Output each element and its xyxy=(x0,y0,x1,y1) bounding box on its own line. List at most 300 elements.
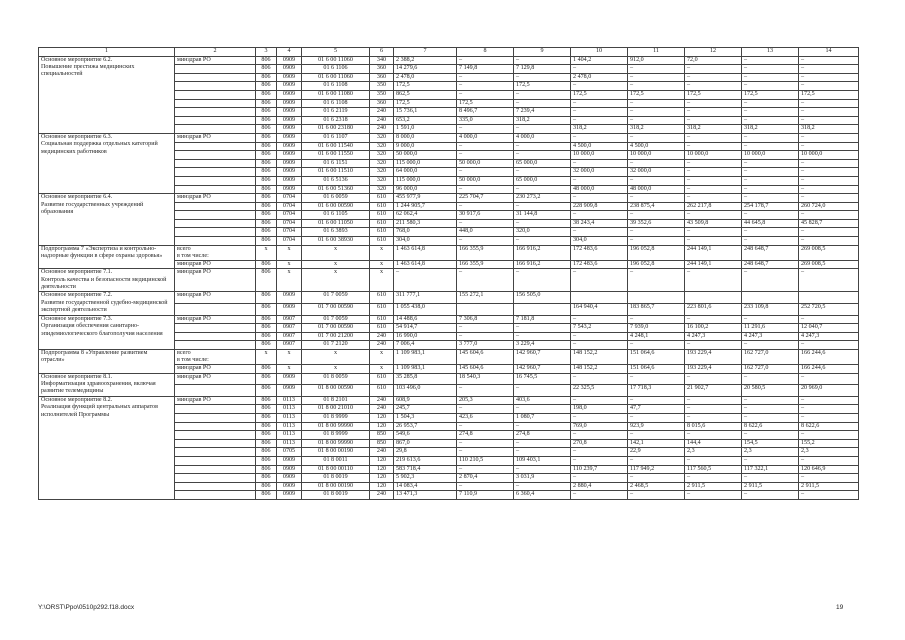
table-cell: 151 064,6 xyxy=(628,350,685,365)
page-number: 19 xyxy=(836,604,844,611)
table-cell: 01 7 00 00590 xyxy=(302,324,370,333)
table-cell: 304,0 xyxy=(394,237,457,246)
table-cell: 14 083,4 xyxy=(394,482,457,491)
table-cell: 335,0 xyxy=(457,116,514,125)
table-cell: 3 777,0 xyxy=(457,341,514,350)
table-cell: 01 8 00 00590 xyxy=(302,385,370,397)
executor-cell: минздрав РО xyxy=(175,396,256,405)
table-cell: 7 306,8 xyxy=(457,315,514,324)
table-cell: 806 xyxy=(256,448,277,457)
table-cell: – xyxy=(628,457,685,466)
table-cell: 01 6 2318 xyxy=(302,116,370,125)
table-cell: – xyxy=(571,332,628,341)
table-cell: – xyxy=(685,491,742,500)
table-cell: x xyxy=(277,350,302,365)
table-cell: 240 xyxy=(370,396,394,405)
table-cell: – xyxy=(514,168,571,177)
table-cell: – xyxy=(685,185,742,194)
column-number-2: 2 xyxy=(175,48,256,57)
table-cell: 211 580,3 xyxy=(394,219,457,228)
table-cell: – xyxy=(799,56,859,65)
table-cell: – xyxy=(799,396,859,405)
table-cell: – xyxy=(685,315,742,324)
table-cell: 26 953,7 xyxy=(394,422,457,431)
table-cell: – xyxy=(799,168,859,177)
table-cell: 120 646,9 xyxy=(799,465,859,474)
table-cell: 01 6 1105 xyxy=(302,211,370,220)
executor-cell xyxy=(175,482,256,491)
executor-cell: минздрав РО xyxy=(175,315,256,324)
table-cell: 0909 xyxy=(277,159,302,168)
table-cell: 38 243,4 xyxy=(571,219,628,228)
table-cell: 318,2 xyxy=(799,125,859,134)
table-cell: 13 471,3 xyxy=(394,491,457,500)
table-cell: – xyxy=(571,194,628,203)
table-cell: 11 291,6 xyxy=(742,324,799,333)
table-cell: – xyxy=(571,211,628,220)
table-cell xyxy=(628,292,685,304)
executor-cell: минздрав РО xyxy=(175,365,256,374)
table-cell: 850 xyxy=(370,439,394,448)
table-cell: 7 110,9 xyxy=(457,491,514,500)
table-cell: 610 xyxy=(370,228,394,237)
table-cell: 0909 xyxy=(277,385,302,397)
table-cell: 01 7 0059 xyxy=(302,292,370,304)
table-cell: 0113 xyxy=(277,431,302,440)
table-cell: 2,3 xyxy=(685,448,742,457)
table-cell: – xyxy=(799,269,859,292)
table-cell: 0909 xyxy=(277,82,302,91)
executor-cell xyxy=(175,168,256,177)
table-cell: 1 591,0 xyxy=(394,125,457,134)
table-cell: x xyxy=(277,365,302,374)
table-cell: 01 6 00 11540 xyxy=(302,142,370,151)
table-cell: – xyxy=(628,65,685,74)
table-cell: 320 xyxy=(370,133,394,142)
table-cell: 155 272,1 xyxy=(457,292,514,304)
table-cell: 0909 xyxy=(277,133,302,142)
executor-cell: минздрав РО xyxy=(175,133,256,142)
executor-cell xyxy=(175,90,256,99)
table-cell: 14 488,6 xyxy=(394,315,457,324)
table-cell: 2,3 xyxy=(799,448,859,457)
table-cell: 110 210,5 xyxy=(457,457,514,466)
table-cell: 01 8 9999 xyxy=(302,414,370,423)
table-cell: – xyxy=(457,439,514,448)
table-cell: 48 000,0 xyxy=(571,185,628,194)
table-cell: 806 xyxy=(256,457,277,466)
table-cell: 120 xyxy=(370,465,394,474)
table-cell: – xyxy=(457,482,514,491)
table-cell: 245,7 xyxy=(394,405,457,414)
executor-cell xyxy=(175,324,256,333)
table-cell: 144,4 xyxy=(685,439,742,448)
table-cell: 145 604,6 xyxy=(457,365,514,374)
table-cell: 320 xyxy=(370,185,394,194)
table-cell: 166 244,6 xyxy=(799,365,859,374)
table-cell: 154,5 xyxy=(742,439,799,448)
table-cell: 0909 xyxy=(277,125,302,134)
table-cell: 0909 xyxy=(277,151,302,160)
table-cell: 172 483,6 xyxy=(571,245,628,260)
table-cell: 240 xyxy=(370,448,394,457)
executor-cell xyxy=(175,237,256,246)
table-cell: 43 509,8 xyxy=(685,219,742,228)
table-cell: 1 055 438,0 xyxy=(394,304,457,316)
table-cell: 7 006,4 xyxy=(394,341,457,350)
table-cell: 0909 xyxy=(277,304,302,316)
table-cell: 4 247,3 xyxy=(742,332,799,341)
table-cell: 10 000,0 xyxy=(571,151,628,160)
table-cell: – xyxy=(514,237,571,246)
table-cell: 3 229,4 xyxy=(514,341,571,350)
table-cell: 304,0 xyxy=(571,237,628,246)
column-number-9: 9 xyxy=(514,48,571,57)
table-cell: – xyxy=(514,90,571,99)
table-cell: 4 000,0 xyxy=(457,133,514,142)
table-cell: 0909 xyxy=(277,116,302,125)
table-cell: 148 152,2 xyxy=(571,365,628,374)
table-cell: 172,5 xyxy=(628,90,685,99)
table-cell: 16 100,2 xyxy=(685,324,742,333)
table-cell: 48 000,0 xyxy=(628,185,685,194)
table-cell: – xyxy=(685,237,742,246)
table-cell: – xyxy=(571,457,628,466)
table-cell: – xyxy=(742,142,799,151)
table-cell: – xyxy=(514,269,571,292)
program-name: Основное мероприятие 8.1. Информатизация здравоохранения, включая развитие телемедицины xyxy=(39,373,175,396)
table-cell: – xyxy=(514,405,571,414)
table-cell: 01 6 2119 xyxy=(302,108,370,117)
table-cell: 16 745,5 xyxy=(514,373,571,385)
table-cell: – xyxy=(628,414,685,423)
table-cell: 0909 xyxy=(277,465,302,474)
column-number-8: 8 xyxy=(457,48,514,57)
table-cell: 32 000,0 xyxy=(571,168,628,177)
table-cell: – xyxy=(628,99,685,108)
table-cell: 109 403,1 xyxy=(514,457,571,466)
table-cell: – xyxy=(742,431,799,440)
table-cell: – xyxy=(571,159,628,168)
table-cell xyxy=(514,304,571,316)
executor-cell: минздрав РО xyxy=(175,373,256,385)
table-cell: – xyxy=(742,396,799,405)
table-cell: – xyxy=(685,474,742,483)
table-cell: – xyxy=(571,108,628,117)
table-cell: x xyxy=(370,260,394,269)
table-cell: 806 xyxy=(256,304,277,316)
table-cell: 198,0 xyxy=(571,405,628,414)
table-cell: 10 000,0 xyxy=(742,151,799,160)
table-cell: – xyxy=(457,405,514,414)
table-cell: 01 8 0019 xyxy=(302,474,370,483)
executor-cell xyxy=(175,108,256,117)
table-cell: 14 279,6 xyxy=(394,65,457,74)
table-cell: 806 xyxy=(256,341,277,350)
header-row xyxy=(39,48,859,57)
table-cell: 0909 xyxy=(277,491,302,500)
table-cell: 196 052,8 xyxy=(628,260,685,269)
table-cell: 18 540,3 xyxy=(457,373,514,385)
table-cell: 166 355,9 xyxy=(457,260,514,269)
table-cell: 274,8 xyxy=(514,431,571,440)
table-cell: – xyxy=(685,341,742,350)
table-cell: 117 560,5 xyxy=(685,465,742,474)
table-cell: – xyxy=(571,448,628,457)
table-cell: 423,6 xyxy=(457,414,514,423)
table-cell: 9 000,0 xyxy=(394,142,457,151)
table-cell: 448,0 xyxy=(457,228,514,237)
table-cell: 653,2 xyxy=(394,116,457,125)
executor-cell: всего в том числе: xyxy=(175,350,256,365)
table-cell: 17 718,3 xyxy=(628,385,685,397)
table-cell: 64 000,0 xyxy=(394,168,457,177)
table-cell: 117 949,2 xyxy=(628,465,685,474)
table-cell: 01 8 00 99990 xyxy=(302,439,370,448)
executor-cell xyxy=(175,448,256,457)
table-cell: 1 080,7 xyxy=(514,414,571,423)
table-cell: 240 xyxy=(370,125,394,134)
table-cell: 806 xyxy=(256,82,277,91)
table-cell: 318,2 xyxy=(628,125,685,134)
table-cell: – xyxy=(685,373,742,385)
table-cell: 172,5 xyxy=(394,82,457,91)
executor-cell xyxy=(175,159,256,168)
table-cell: 01 6 0059 xyxy=(302,194,370,203)
table-cell: – xyxy=(742,116,799,125)
table-cell: 20 969,0 xyxy=(799,385,859,397)
table-cell: 806 xyxy=(256,151,277,160)
table-cell: 360 xyxy=(370,65,394,74)
table-cell: 0909 xyxy=(277,56,302,65)
table-cell: 0704 xyxy=(277,194,302,203)
executor-cell xyxy=(175,414,256,423)
table-cell: – xyxy=(685,211,742,220)
table-cell: – xyxy=(514,151,571,160)
table-cell: 608,9 xyxy=(394,396,457,405)
table-cell: 01 6 00 51360 xyxy=(302,185,370,194)
table-cell: 455 977,9 xyxy=(394,194,457,203)
table-cell: 806 xyxy=(256,373,277,385)
table-cell: 806 xyxy=(256,194,277,203)
table-cell: – xyxy=(742,228,799,237)
table-cell: 806 xyxy=(256,90,277,99)
table-cell: 2 478,0 xyxy=(571,73,628,82)
table-cell: 01 6 5136 xyxy=(302,176,370,185)
table-cell: 01 8 2101 xyxy=(302,396,370,405)
executor-cell xyxy=(175,116,256,125)
executor-cell xyxy=(175,474,256,483)
table-cell: 806 xyxy=(256,396,277,405)
table-cell: – xyxy=(742,211,799,220)
table-cell: 155,2 xyxy=(799,439,859,448)
table-cell: 0113 xyxy=(277,414,302,423)
table-cell: 72,0 xyxy=(685,56,742,65)
table-cell: – xyxy=(571,414,628,423)
table-cell: 806 xyxy=(256,228,277,237)
table-cell: – xyxy=(685,431,742,440)
table-cell: x xyxy=(370,269,394,292)
table-cell: – xyxy=(514,385,571,397)
table-cell: 806 xyxy=(256,269,277,292)
table-cell: 269 008,5 xyxy=(799,260,859,269)
program-name: Основное мероприятие 6.2. Повышение престижа медицинских специальностей xyxy=(39,56,175,133)
table-cell: – xyxy=(742,315,799,324)
table-cell: 10 000,0 xyxy=(685,151,742,160)
table-cell: 8 000,0 xyxy=(394,133,457,142)
table-cell: – xyxy=(799,108,859,117)
table-cell: 01 8 0059 xyxy=(302,373,370,385)
table-cell: 610 xyxy=(370,373,394,385)
table-cell: – xyxy=(685,269,742,292)
table-cell: – xyxy=(685,228,742,237)
table-cell: 110 239,7 xyxy=(571,465,628,474)
table-cell: – xyxy=(571,491,628,500)
table-cell: 7 939,0 xyxy=(628,324,685,333)
table-cell: 01 6 00 11060 xyxy=(302,56,370,65)
table-cell: 164 940,4 xyxy=(571,304,628,316)
table-cell: 4 247,3 xyxy=(799,332,859,341)
table-cell: 806 xyxy=(256,176,277,185)
table-cell: – xyxy=(628,176,685,185)
table-cell: 806 xyxy=(256,292,277,304)
executor-cell xyxy=(175,151,256,160)
table-cell: 320 xyxy=(370,151,394,160)
table-cell: 01 6 00 11060 xyxy=(302,73,370,82)
program-name: Основное мероприятие 8.2. Реализация функций центральных аппаратов исполнителей Программы xyxy=(39,396,175,499)
table-cell: 225 704,7 xyxy=(457,194,514,203)
table-cell: 29,8 xyxy=(394,448,457,457)
table-cell: 01 6 00 11550 xyxy=(302,151,370,160)
column-number-1: 1 xyxy=(39,48,175,57)
executor-cell xyxy=(175,385,256,397)
table-cell: 806 xyxy=(256,125,277,134)
table-cell: 4 500,0 xyxy=(628,142,685,151)
table-cell: – xyxy=(571,396,628,405)
document-path: Y:\ORST\Ppo\0510p292.f18.docx xyxy=(38,604,135,611)
table-cell: 2 911,5 xyxy=(685,482,742,491)
table-cell: – xyxy=(457,422,514,431)
table-cell: 1 404,2 xyxy=(571,56,628,65)
table-cell: 806 xyxy=(256,211,277,220)
table-cell: 172,5 xyxy=(394,99,457,108)
table-cell: 0113 xyxy=(277,396,302,405)
table-cell: 2 478,0 xyxy=(394,73,457,82)
table-cell: – xyxy=(685,396,742,405)
table-cell: – xyxy=(457,202,514,211)
table-cell: – xyxy=(514,448,571,457)
table-cell: – xyxy=(457,125,514,134)
table-cell: 0113 xyxy=(277,405,302,414)
table-cell: 1 109 983,1 xyxy=(394,350,457,365)
table-cell: – xyxy=(628,315,685,324)
table-cell: 403,6 xyxy=(514,396,571,405)
table-cell: – xyxy=(457,269,514,292)
table-cell: 610 xyxy=(370,324,394,333)
table-cell: – xyxy=(685,73,742,82)
executor-cell xyxy=(175,304,256,316)
column-number-12: 12 xyxy=(685,48,742,57)
table-cell: 0704 xyxy=(277,228,302,237)
table-cell: 01 7 00 21200 xyxy=(302,332,370,341)
table-cell: 01 7 2120 xyxy=(302,341,370,350)
table-cell: 769,0 xyxy=(571,422,628,431)
table-cell: 65 000,0 xyxy=(514,176,571,185)
table-cell: 142,1 xyxy=(628,439,685,448)
table-cell: – xyxy=(742,269,799,292)
table-cell: 22,9 xyxy=(628,448,685,457)
table-cell: 320 xyxy=(370,159,394,168)
table-cell: 806 xyxy=(256,474,277,483)
table-cell: 7 239,4 xyxy=(514,108,571,117)
table-cell: – xyxy=(457,219,514,228)
table-cell: 806 xyxy=(256,56,277,65)
table-cell: – xyxy=(742,373,799,385)
executor-cell xyxy=(175,211,256,220)
table-cell: 01 6 00 11050 xyxy=(302,219,370,228)
table-cell: 145 604,6 xyxy=(457,350,514,365)
program-name: Основное мероприятие 7.1. Контроль качества и безопасности медицинской деятельности xyxy=(39,269,175,292)
table-cell: 320 xyxy=(370,168,394,177)
table-cell: 148 152,2 xyxy=(571,350,628,365)
table-cell: 244 149,1 xyxy=(685,245,742,260)
table-cell: – xyxy=(742,99,799,108)
table-cell: 923,9 xyxy=(628,422,685,431)
table-cell: 862,5 xyxy=(394,90,457,99)
table-cell: 01 6 1107 xyxy=(302,133,370,142)
table-cell: 1 244 905,7 xyxy=(394,202,457,211)
table-cell: 2 911,5 xyxy=(742,482,799,491)
executor-cell xyxy=(175,142,256,151)
executor-cell xyxy=(175,465,256,474)
program-name: Основное мероприятие 6.4. Развитие государственных учреждений образования xyxy=(39,194,175,246)
table-cell: 162 727,0 xyxy=(742,365,799,374)
budget-table xyxy=(38,47,859,500)
table-cell: 50 000,0 xyxy=(457,176,514,185)
table-cell: – xyxy=(571,341,628,350)
table-cell: x xyxy=(302,269,370,292)
executor-cell: минздрав РО xyxy=(175,269,256,292)
table-cell: – xyxy=(571,228,628,237)
table-cell: 850 xyxy=(370,431,394,440)
table-cell: – xyxy=(742,185,799,194)
table-cell: 549,6 xyxy=(394,431,457,440)
executor-cell: минздрав РО xyxy=(175,292,256,304)
table-cell: – xyxy=(742,414,799,423)
table-cell: – xyxy=(514,465,571,474)
program-name: Основное мероприятие 7.2. Развитие государственной судебно-медицинской экспертной деятельности xyxy=(39,292,175,315)
table-cell: 45 828,7 xyxy=(799,219,859,228)
table-row xyxy=(39,396,859,405)
table-cell: 806 xyxy=(256,465,277,474)
table-cell: – xyxy=(799,142,859,151)
table-cell: – xyxy=(742,176,799,185)
table-row xyxy=(39,133,859,142)
table-cell: 120 xyxy=(370,414,394,423)
table-cell: 96 000,0 xyxy=(394,185,457,194)
table-cell: – xyxy=(799,491,859,500)
executor-cell xyxy=(175,65,256,74)
table-cell: – xyxy=(799,65,859,74)
table-cell: 32 000,0 xyxy=(628,168,685,177)
table-cell: – xyxy=(799,474,859,483)
executor-cell xyxy=(175,491,256,500)
table-cell: – xyxy=(685,142,742,151)
table-cell: 806 xyxy=(256,431,277,440)
table-cell: – xyxy=(628,396,685,405)
table-cell: 151 064,6 xyxy=(628,365,685,374)
column-number-10: 10 xyxy=(571,48,628,57)
